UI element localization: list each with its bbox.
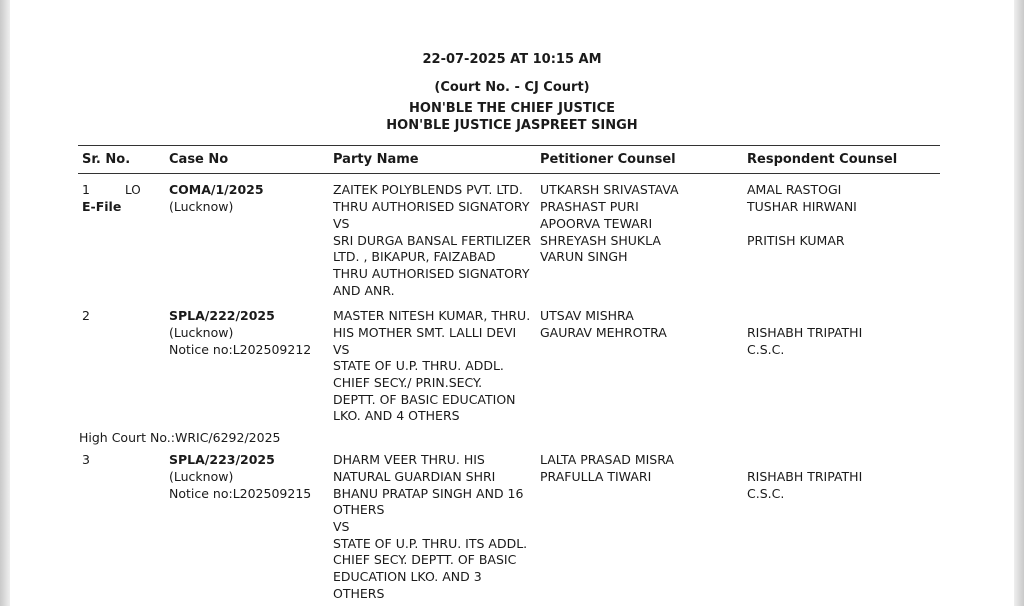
sr-no: 1: [82, 182, 90, 197]
bench-line-2: HON'BLE JUSTICE JASPREET SINGH: [386, 118, 638, 133]
table-top-rule: [78, 145, 940, 146]
col-header-case-no: Case No: [169, 152, 229, 167]
sr-no: 2: [82, 308, 90, 323]
high-court-number: High Court No.:WRIC/6292/2025: [79, 430, 281, 445]
respondent-counsel: TUSHAR HIRWANI: [747, 199, 857, 214]
petitioner-counsel: UTKARSH SRIVASTAVA: [540, 182, 679, 197]
case-number: COMA/1/2025: [169, 182, 264, 197]
petitioner-counsel: PRASHAST PURI: [540, 199, 639, 214]
sr-no: 3: [82, 452, 90, 467]
party-line: THRU AUTHORISED SIGNATORY: [333, 266, 530, 281]
notice-number: Notice no:L202509212: [169, 342, 312, 357]
case-bench-place: (Lucknow): [169, 325, 234, 340]
petitioner-counsel: PRAFULLA TIWARI: [540, 469, 652, 484]
party-line: LTD. , BIKAPUR, FAIZABAD: [333, 249, 496, 264]
col-header-party-name: Party Name: [333, 152, 419, 167]
page-edge-right: [1014, 0, 1024, 606]
col-header-petitioner-counsel: Petitioner Counsel: [540, 152, 676, 167]
petitioner-counsel: VARUN SINGH: [540, 249, 628, 264]
respondent-counsel: RISHABH TRIPATHI: [747, 469, 863, 484]
party-line: NATURAL GUARDIAN SHRI: [333, 469, 496, 484]
party-line: STATE OF U.P. THRU. ADDL.: [333, 358, 504, 373]
respondent-counsel: RISHABH TRIPATHI: [747, 325, 863, 340]
petitioner-counsel: UTSAV MISHRA: [540, 308, 634, 323]
respondent-counsel: PRITISH KUMAR: [747, 233, 845, 248]
party-line: SRI DURGA BANSAL FERTILIZER: [333, 233, 532, 248]
listing-datetime: 22-07-2025 AT 10:15 AM: [422, 52, 602, 67]
case-number: SPLA/223/2025: [169, 452, 275, 467]
page-edge-left: [0, 0, 10, 606]
party-line: VS: [333, 216, 350, 231]
notice-number: Notice no:L202509215: [169, 486, 312, 501]
col-header-respondent-counsel: Respondent Counsel: [747, 152, 898, 167]
petitioner-counsel: LALTA PRASAD MISRA: [540, 452, 674, 467]
case-bench-place: (Lucknow): [169, 199, 234, 214]
party-line: BHANU PRATAP SINGH AND 16: [333, 486, 524, 501]
respondent-counsel: AMAL RASTOGI: [747, 182, 842, 197]
petitioner-counsel: APOORVA TEWARI: [540, 216, 653, 231]
court-number: (Court No. - CJ Court): [434, 80, 590, 95]
respondent-counsel: C.S.C.: [747, 342, 785, 357]
respondent-counsel: C.S.C.: [747, 486, 785, 501]
party-line: OTHERS: [333, 586, 385, 601]
bench-tag: LO: [125, 183, 141, 197]
petitioner-counsel: SHREYASH SHUKLA: [540, 233, 661, 248]
table-header-rule: [78, 173, 940, 174]
petitioner-counsel: GAURAV MEHROTRA: [540, 325, 667, 340]
party-line: DEPTT. OF BASIC EDUCATION: [333, 392, 516, 407]
party-line: VS: [333, 342, 350, 357]
case-bench-place: (Lucknow): [169, 469, 234, 484]
party-line: LKO. AND 4 OTHERS: [333, 408, 460, 423]
party-line: ZAITEK POLYBLENDS PVT. LTD.: [333, 182, 523, 197]
party-line: HIS MOTHER SMT. LALLI DEVI: [333, 325, 517, 340]
col-header-sr-no: Sr. No.: [82, 152, 131, 167]
bench-line-1: HON'BLE THE CHIEF JUSTICE: [409, 101, 615, 116]
case-number: SPLA/222/2025: [169, 308, 275, 323]
party-line: AND ANR.: [333, 283, 395, 298]
party-line: MASTER NITESH KUMAR, THRU.: [333, 308, 531, 323]
party-line: CHIEF SECY. DEPTT. OF BASIC: [333, 552, 517, 567]
party-line: CHIEF SECY./ PRIN.SECY.: [333, 375, 483, 390]
party-line: DHARM VEER THRU. HIS: [333, 452, 485, 467]
party-line: OTHERS: [333, 502, 385, 517]
party-line: THRU AUTHORISED SIGNATORY: [333, 199, 530, 214]
party-line: VS: [333, 519, 350, 534]
party-line: EDUCATION LKO. AND 3: [333, 569, 482, 584]
party-line: STATE OF U.P. THRU. ITS ADDL.: [333, 536, 528, 551]
efile-label: E-File: [82, 199, 122, 214]
